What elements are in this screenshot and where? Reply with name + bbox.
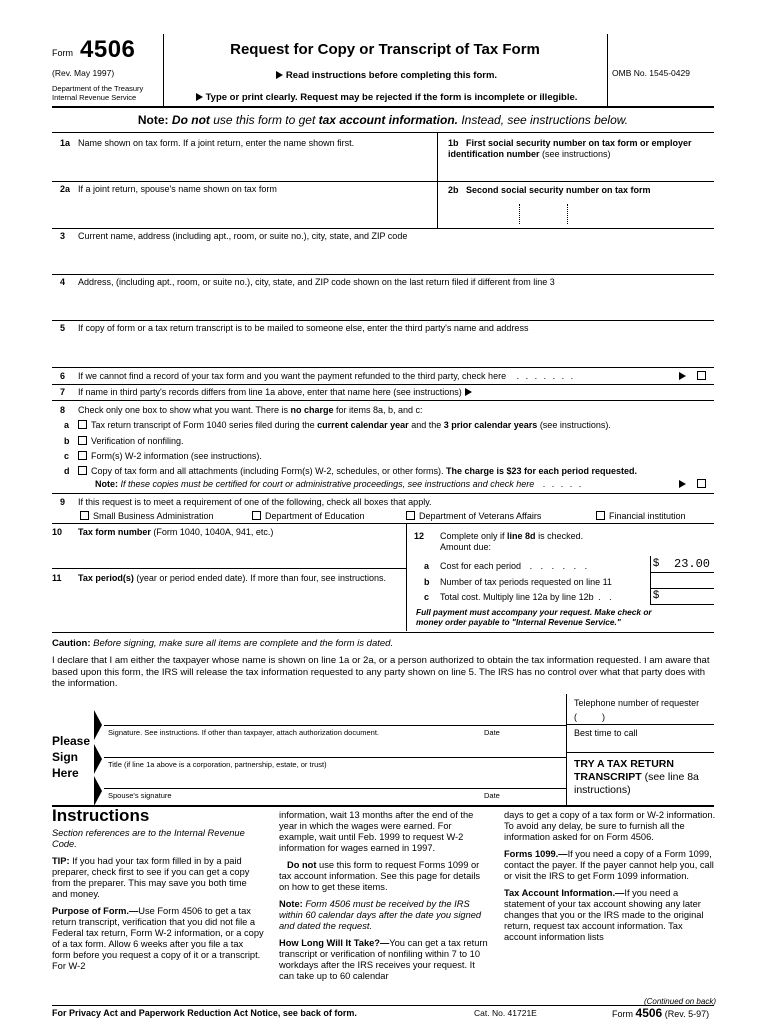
line-1b-rest: (see instructions) xyxy=(542,149,611,159)
line-8d-charge: The charge is $23 for each period requested. xyxy=(445,466,638,476)
line-9-text: If this request is to meet a requirement of one of the following, check all boxes that apply. xyxy=(78,497,432,507)
sign-arrow-icon xyxy=(94,776,102,806)
line-2b-text: Second social security number on tax form xyxy=(466,185,651,195)
arrow-right-icon xyxy=(276,71,283,79)
arrow-right-icon xyxy=(465,388,472,396)
spouse-signature-field[interactable] xyxy=(104,768,564,788)
line-8-text-a: Check only one box to show what you want. There is xyxy=(78,405,288,415)
rule xyxy=(104,757,566,758)
caution-line xyxy=(52,638,393,649)
instructions-col-3 xyxy=(504,810,716,949)
ssn-field[interactable] xyxy=(440,160,714,180)
previous-address-field[interactable] xyxy=(60,289,714,319)
line-2a-label xyxy=(60,184,277,195)
rule xyxy=(650,604,714,605)
line-12-text-1: Complete only if xyxy=(440,531,505,541)
phone-label: Telephone number of requester xyxy=(574,698,700,708)
phone-field[interactable]: ( ) xyxy=(574,712,605,722)
line-number: 1b xyxy=(448,138,459,148)
caution-label: Caution: xyxy=(52,638,91,649)
tax-account-text: If you need a statement of your tax account showing any later changes that you or the IRS made to the original return, request tax account information. Tax account information lists xyxy=(504,888,704,942)
instruction-line-1 xyxy=(163,70,607,81)
do-not-label: Do not xyxy=(287,860,317,870)
date-caption: Date xyxy=(484,791,500,800)
option-label: Department of Veterans Affairs xyxy=(419,511,542,521)
sign-word: Sign xyxy=(52,750,78,764)
line-number: 4 xyxy=(60,277,66,287)
line-4-text: Address, (including apt., room, or suite no.), city, state, and ZIP code shown on the last return filed if different from line 3 xyxy=(78,277,555,287)
line-8d-option xyxy=(64,466,637,477)
col2-how-long xyxy=(279,938,491,982)
line-12b-text: Number of tax periods requested on line 11 xyxy=(440,577,612,587)
total-cost-field[interactable] xyxy=(664,590,714,603)
option-letter: a xyxy=(64,420,70,430)
line-8a-text-1: Tax return transcript of Form 1040 series filed during the xyxy=(91,420,315,430)
line-8d-text: Copy of tax form and all attachments (including Form(s) W-2, schedules, or other forms). xyxy=(91,466,444,476)
header-bottom-rule xyxy=(52,106,714,108)
education-checkbox[interactable] xyxy=(252,511,261,520)
arrow-right-icon xyxy=(676,371,689,381)
rule xyxy=(650,572,714,573)
third-party-field[interactable] xyxy=(60,335,714,365)
line-8c-option xyxy=(64,451,262,462)
rule xyxy=(52,132,714,133)
instruction-line-2 xyxy=(163,92,607,103)
line-2a-text: If a joint return, spouse's name shown on tax form xyxy=(78,184,277,194)
dot-leader: . . . . . xyxy=(542,479,584,489)
purpose-paragraph xyxy=(52,906,264,972)
rule xyxy=(104,725,566,726)
dollar-sign: $ xyxy=(653,589,660,601)
sba-checkbox[interactable] xyxy=(80,511,89,520)
try-line-2: TRANSCRIPT xyxy=(574,771,642,783)
tax-account-label: Tax Account Information.— xyxy=(504,888,625,898)
option-letter: b xyxy=(424,577,430,587)
title-field[interactable] xyxy=(104,737,564,757)
third-party-name-field[interactable] xyxy=(540,385,714,398)
line-11-text: (year or period ended date). If more than four, see instructions. xyxy=(136,573,386,583)
col2-paragraph-1: information, wait 13 months after the end of the year in which the wages were earned. For example, wait until Feb. 1999 to request W-2 information for wages earned in 1997. xyxy=(279,810,474,853)
option-sba xyxy=(80,511,214,522)
line-1a-label xyxy=(60,138,354,149)
rule xyxy=(52,632,714,633)
rule xyxy=(52,274,714,275)
note-label: Note: xyxy=(279,899,303,909)
date-caption: Date xyxy=(484,728,500,737)
title-caption: Title (if line 1a above is a corporation, partnership, estate, or trust) xyxy=(108,760,327,769)
option-veterans xyxy=(406,511,541,522)
option-label: Department of Education xyxy=(265,511,365,521)
line-8b-text: Verification of nonfiling. xyxy=(91,436,184,446)
line-8d-note xyxy=(95,479,583,490)
line-8b-option xyxy=(64,436,184,447)
line-8c-text: Form(s) W-2 information (see instructions). xyxy=(91,451,262,461)
dot-leader: . . . . . . . xyxy=(516,371,576,381)
sign-arrow-icon xyxy=(94,744,102,774)
column-divider xyxy=(437,132,438,228)
omb-number: OMB No. 1545-0429 xyxy=(612,68,690,78)
try-line-1: TRY A TAX RETURN xyxy=(574,758,674,770)
header-divider-right xyxy=(607,34,608,106)
rule xyxy=(52,805,714,807)
tax-form-number-field[interactable] xyxy=(60,540,400,566)
option-label: Small Business Administration xyxy=(93,511,214,521)
line-10-text: (Form 1040, 1040A, 941, etc.) xyxy=(153,527,274,537)
forms-1099-label: Forms 1099.— xyxy=(504,849,568,859)
instructions-col-2 xyxy=(279,810,491,988)
rule xyxy=(52,400,714,401)
spouse-ssn-field[interactable] xyxy=(440,200,714,226)
line-number: 6 xyxy=(60,371,66,381)
department xyxy=(52,84,143,102)
name-field[interactable] xyxy=(60,150,436,180)
purpose-text: Use Form 4506 to get a tax return transcript, verification that you did not file a Federal tax return, Form W-2 information, or a copy of a tax form. Allow 6 weeks after you file a tax form before you request a copy of it or a transcript. For W-2 xyxy=(52,906,264,971)
current-address-field[interactable] xyxy=(60,243,714,273)
line-8-no-charge: no charge xyxy=(290,405,334,415)
rule xyxy=(52,523,714,524)
col2-paragraph-2 xyxy=(279,860,491,893)
line-9-label xyxy=(60,497,432,508)
line-12-bold: line 8d xyxy=(507,531,536,541)
line-12c-label xyxy=(424,592,615,603)
footer-form-id xyxy=(612,1006,709,1020)
tax-periods-field[interactable] xyxy=(60,596,400,626)
line-5-text: If copy of form or a tax return transcript is to be mailed to someone else, enter the third party's name and address xyxy=(78,323,529,333)
line-1b-bold: First social security number on tax form or employer identification number xyxy=(448,138,692,159)
spouse-name-field[interactable] xyxy=(60,196,436,226)
amount-due-label: Amount due: xyxy=(440,542,492,552)
col2-p2-text: use this form to request Forms 1099 or tax account information. See this page for details on how to get these items. xyxy=(279,860,481,892)
rule xyxy=(52,367,714,368)
line-8d-note-text: If these copies must be certified for court or administrative proceedings, see instructions and check here xyxy=(120,479,535,489)
catalog-number: Cat. No. 41721E xyxy=(474,1008,537,1018)
financial-checkbox[interactable] xyxy=(596,511,605,520)
line-number: 1a xyxy=(60,138,71,148)
dept-line-2: Internal Revenue Service xyxy=(52,93,137,102)
option-financial xyxy=(596,511,686,522)
section-ref: Section references are to the Internal Revenue Code. xyxy=(52,828,245,849)
rule xyxy=(52,320,714,321)
w2-info-checkbox[interactable] xyxy=(78,451,87,460)
declaration-text: I declare that I am either the taxpayer whose name is shown on line 1a or 2a, or a person authorized to obtain the tax information requested. I am aware that based upon this form, the IRS will release the tax information requested to any party shown on line 5. The IRS has no control over what that party does with the information. xyxy=(52,655,710,689)
footer-form-number: 4506 xyxy=(635,1006,663,1020)
arrow-right-icon xyxy=(676,479,689,489)
form-word: Form xyxy=(52,48,73,58)
please-word: Please xyxy=(52,734,91,748)
line-8a-bold-1: current calendar year xyxy=(317,420,409,430)
rule xyxy=(104,788,566,789)
certified-copy-checkbox[interactable] xyxy=(697,479,706,488)
option-education xyxy=(252,511,365,522)
tip-text: If you had your tax form filled in by a paid preparer, check first to see if you can get a copy from the preparer. This may save you both time and money. xyxy=(52,856,250,899)
forms-1099-text: If you need a copy of a Form 1099, contact the payer. If the payer cannot help you, call or visit the IRS to get Form 1099 information. xyxy=(504,849,714,881)
veterans-checkbox[interactable] xyxy=(406,511,415,520)
line-8-text-c: for items 8a, b, and c: xyxy=(336,405,423,415)
option-letter: a xyxy=(424,561,430,571)
best-time-label: Best time to call xyxy=(574,728,638,738)
line-8a-text-3: and the xyxy=(411,420,442,430)
rule xyxy=(566,752,714,753)
line-2b-label xyxy=(448,185,651,196)
tip-paragraph xyxy=(52,856,264,900)
line-1a-text: Name shown on tax form. If a joint return, enter the name shown first. xyxy=(78,138,355,148)
how-long-text: You can get a tax return transcript or verification of nonfiling within 7 to 10 workdays after the IRS receives your request. It can take up to 60 calendar xyxy=(279,938,488,981)
option-letter: c xyxy=(424,592,430,602)
line-11-bold: Tax period(s) xyxy=(78,573,134,583)
continued-on-back: (Continued on back) xyxy=(643,997,716,1006)
amount-column-divider xyxy=(650,556,651,604)
line-10-label xyxy=(52,527,273,538)
nonfiling-checkbox[interactable] xyxy=(78,436,87,445)
dot-leader: . . xyxy=(598,592,615,602)
privacy-notice: For Privacy Act and Paperwork Reduction Act Notice, see back of form. xyxy=(52,1008,357,1018)
line-number: 12 xyxy=(414,531,425,541)
col2-note xyxy=(279,899,491,932)
rule xyxy=(52,228,714,229)
line-6-label xyxy=(60,371,714,382)
number-of-periods-field[interactable] xyxy=(653,574,713,587)
option-label: Financial institution xyxy=(609,511,686,521)
option-letter: d xyxy=(64,466,70,476)
instruction-1-text: Read instructions before completing this form. xyxy=(285,70,498,81)
line-3-text: Current name, address (including apt., room, or suite no.), city, state, and ZIP code xyxy=(78,231,408,241)
line-number: 10 xyxy=(52,527,63,537)
copy-of-form-checkbox[interactable] xyxy=(78,466,87,475)
rule xyxy=(650,588,714,589)
form-number: 4506 xyxy=(80,36,136,63)
line-number: 11 xyxy=(52,573,62,583)
line-12b-label xyxy=(424,577,612,588)
try-line-3: (see line 8a instructions) xyxy=(574,771,699,796)
please-sign-here xyxy=(52,733,90,781)
line-number: 5 xyxy=(60,323,66,333)
dot-leader: . . . . . . xyxy=(529,561,591,571)
line-7-label xyxy=(60,387,475,398)
line-number: 9 xyxy=(60,497,66,507)
footer-revision: (Rev. 5-97) xyxy=(664,1009,710,1019)
option-letter: b xyxy=(64,436,70,446)
line-12a-text: Cost for each period xyxy=(440,561,522,571)
caution-text: Before signing, make sure all items are complete and the form is dated. xyxy=(93,638,394,649)
line-number: 8 xyxy=(60,405,66,415)
dept-line-1: Department of the Treasury xyxy=(52,84,144,93)
line-number: 7 xyxy=(60,387,66,397)
line-8-label xyxy=(60,405,423,416)
signature-caption: Signature. See instructions. If other than taxpayer, attach authorization document. xyxy=(108,728,379,737)
transcript-checkbox[interactable] xyxy=(78,420,87,429)
best-time-field[interactable] xyxy=(574,740,714,752)
col3-tax-account xyxy=(504,888,716,943)
line-1b-label xyxy=(448,138,714,160)
spouse-caption: Spouse's signature xyxy=(108,791,172,800)
try-transcript-callout xyxy=(574,758,714,797)
col3-paragraph-1: days to get a copy of a tax form or W-2 information. To avoid any delay, be sure to furnish all the information asked for on Form 4506. xyxy=(504,810,716,842)
form-title: Request for Copy or Transcript of Tax Form xyxy=(230,41,540,58)
line-7-text: If name in third party's records differs from line 1a above, enter that name here (see instructions) xyxy=(78,387,462,397)
sign-arrow-icon xyxy=(94,710,102,740)
line-number: 3 xyxy=(60,231,66,241)
line-number: 2a xyxy=(60,184,71,194)
line-5-label xyxy=(60,323,528,334)
note-prefix: Note: xyxy=(137,113,169,127)
rule xyxy=(566,724,714,725)
tip-label: TIP: xyxy=(52,856,70,866)
note-bold: tax account information. xyxy=(318,113,458,127)
line-3-label xyxy=(60,231,407,242)
rule xyxy=(52,181,714,182)
note-label: Note: xyxy=(95,479,118,489)
dollar-sign: $ xyxy=(653,557,660,569)
instructions-heading: Instructions xyxy=(52,806,150,825)
column-divider xyxy=(406,523,407,631)
arrow-right-icon xyxy=(196,93,203,101)
line-12-label xyxy=(414,531,583,542)
refund-third-party-checkbox[interactable] xyxy=(697,371,706,380)
signature-field[interactable] xyxy=(104,697,564,725)
note-do-not: Do not xyxy=(171,113,210,127)
column-divider xyxy=(566,694,567,806)
line-12a-label xyxy=(424,561,590,572)
line-12-text-3: is checked. xyxy=(538,531,584,541)
col3-forms-1099 xyxy=(504,849,716,882)
note-mid: use this form to get xyxy=(213,113,316,127)
instruction-2-text: Type or print clearly. Request may be rejected if the form is incomplete or illegible. xyxy=(205,92,578,103)
line-10-bold: Tax form number xyxy=(78,527,151,537)
option-letter: c xyxy=(64,451,70,461)
revision-date: (Rev. May 1997) xyxy=(52,68,115,78)
payment-note: Full payment must accompany your request. Make check or money order payable to "Internal Revenue Service." xyxy=(416,607,652,627)
form-label xyxy=(52,48,73,58)
how-long-label: How Long Will It Take?— xyxy=(279,938,390,948)
line-11-label xyxy=(52,573,402,584)
line-8a-option xyxy=(64,420,611,431)
col2-note-text: Form 4506 must be received by the IRS within 60 calendar days after the date you signed and dated the request. xyxy=(279,899,482,931)
rule xyxy=(52,568,406,569)
purpose-label: Purpose of Form.— xyxy=(52,906,139,916)
rule xyxy=(52,493,714,494)
here-word: Here xyxy=(52,766,79,780)
line-8a-text-5: (see instructions). xyxy=(539,420,611,430)
footer-form-word: Form xyxy=(612,1009,633,1019)
instructions-col-1 xyxy=(52,828,264,978)
cost-per-period-value[interactable]: 23.00 xyxy=(674,557,711,571)
line-12c-text: Total cost. Multiply line 12a by line 12b xyxy=(440,592,594,602)
line-6-text: If we cannot find a record of your tax form and you want the payment refunded to the third party, check here xyxy=(78,371,507,381)
line-4-label xyxy=(60,277,555,288)
line-8a-bold-2: 3 prior calendar years xyxy=(443,420,538,430)
line-number: 2b xyxy=(448,185,459,195)
note-line xyxy=(52,113,714,127)
note-suffix: Instead, see instructions below. xyxy=(461,113,629,127)
